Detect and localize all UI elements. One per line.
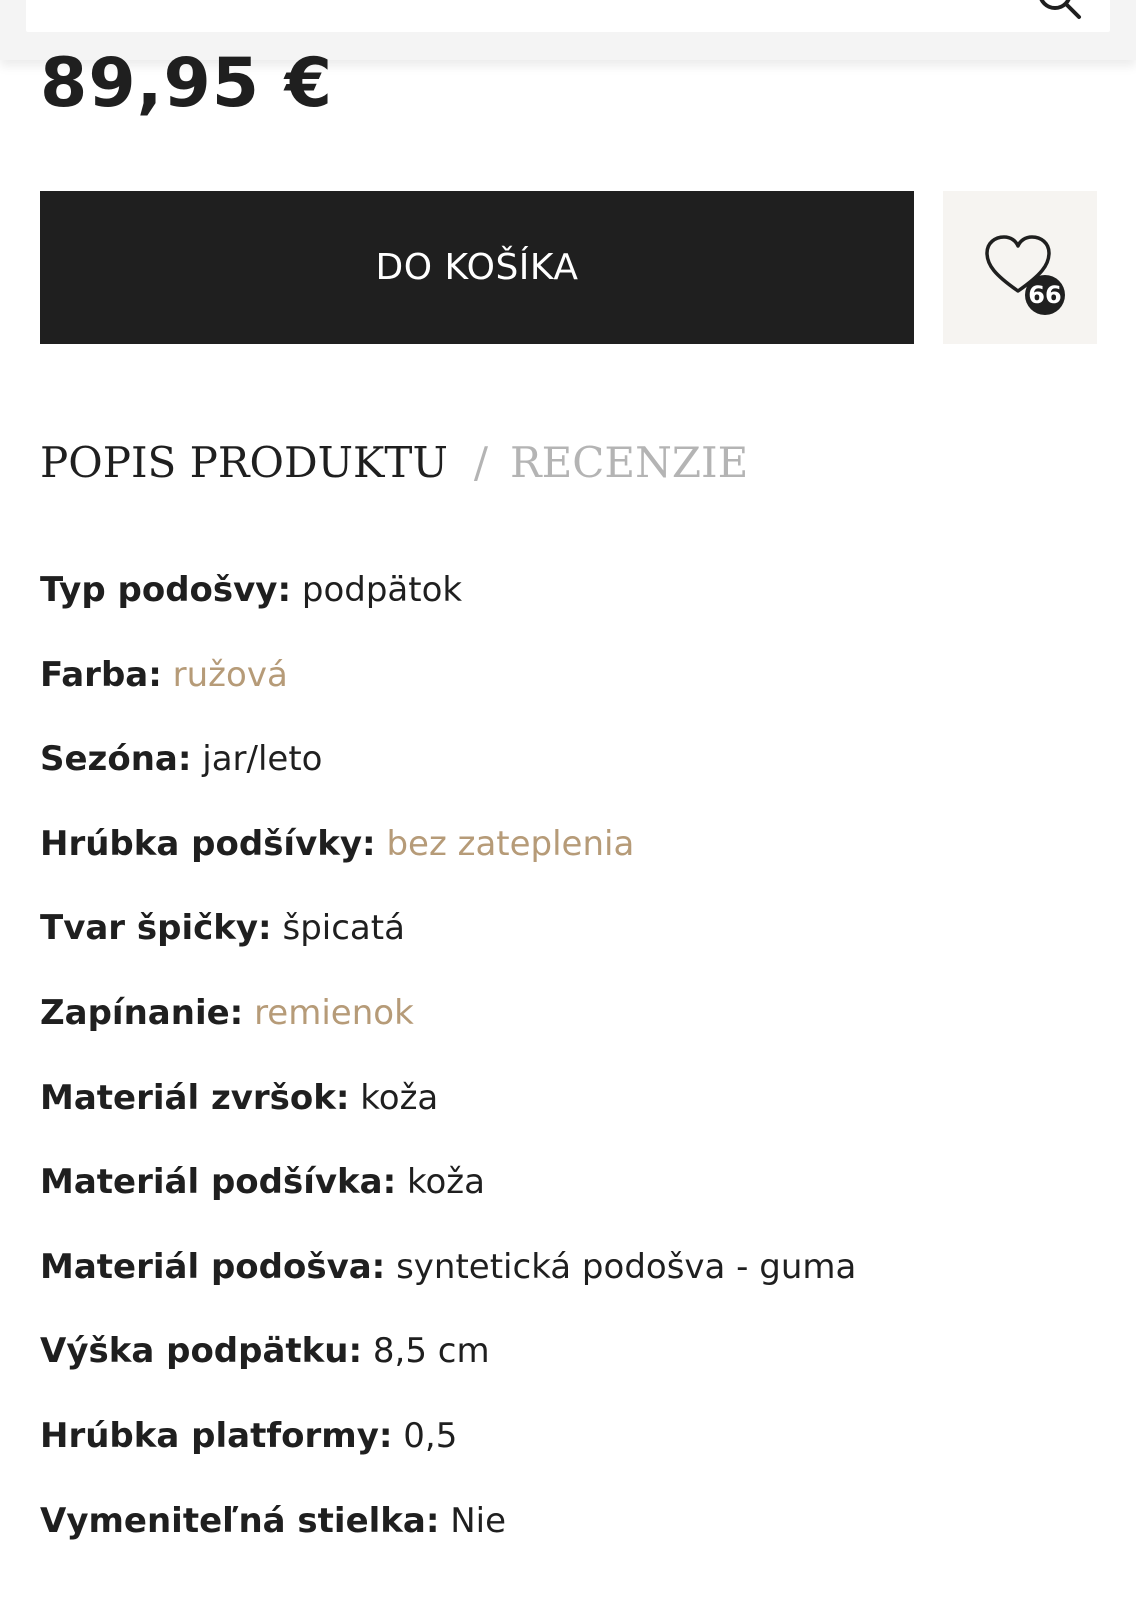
spec-row: [40, 645, 856, 730]
spec-value: podpätok: [301, 570, 463, 610]
spec-row: [40, 1491, 856, 1576]
spec-row: [40, 1237, 856, 1322]
spec-row: [40, 898, 856, 983]
spec-label: Materiál podošva:: [40, 1246, 386, 1287]
search-icon[interactable]: [1036, 0, 1082, 20]
spec-value: 0,5: [403, 1415, 458, 1456]
wishlist-button[interactable]: [943, 191, 1097, 344]
tab-reviews[interactable]: RECENZIE: [510, 437, 749, 487]
spec-label: Materiál zvršok:: [40, 1077, 350, 1118]
spec-row: [40, 560, 856, 645]
spec-label: Typ podošvy:: [40, 570, 292, 610]
search-input[interactable]: [26, 0, 1110, 32]
spec-row: [40, 1068, 856, 1153]
spec-value: jar/leto: [202, 739, 323, 780]
spec-value: 8,5 cm: [372, 1331, 490, 1372]
spec-value: koža: [360, 1077, 439, 1118]
spec-value: špicatá: [282, 908, 405, 949]
spec-value: koža: [407, 1162, 485, 1203]
spec-label: Hrúbka platformy:: [40, 1415, 393, 1456]
spec-label: Zapínanie:: [40, 992, 244, 1033]
spec-row: [40, 1321, 856, 1406]
tab-separator: /: [473, 437, 488, 487]
spec-row: [40, 1152, 856, 1237]
spec-label: Výška podpätku:: [40, 1331, 363, 1372]
spec-value-link[interactable]: bez zateplenia: [386, 823, 635, 864]
spec-value: Nie: [450, 1500, 507, 1541]
spec-row: [40, 814, 856, 899]
add-to-cart-button[interactable]: DO KOŠÍKA: [40, 191, 914, 344]
product-specs-list: [40, 560, 856, 1575]
spec-value-link[interactable]: remienok: [254, 992, 414, 1033]
tab-description[interactable]: POPIS PRODUKTU: [40, 437, 448, 487]
spec-label: Tvar špičky:: [40, 908, 272, 949]
spec-row: [40, 1406, 856, 1491]
product-tabs: [40, 432, 748, 492]
spec-label: Sezóna:: [40, 739, 192, 780]
spec-label: Farba:: [40, 654, 162, 695]
spec-label: Materiál podšívka:: [40, 1162, 397, 1203]
spec-value: syntetická podošva - guma: [396, 1246, 857, 1287]
spec-row: [40, 729, 856, 814]
spec-label: Vymeniteľná stielka:: [40, 1500, 440, 1541]
spec-row: [40, 983, 856, 1068]
spec-label: Hrúbka podšívky:: [40, 823, 376, 864]
product-price: 89,95 €: [40, 44, 334, 123]
spec-value-link[interactable]: ružová: [172, 654, 288, 695]
wishlist-count-badge: 66: [1025, 275, 1065, 315]
